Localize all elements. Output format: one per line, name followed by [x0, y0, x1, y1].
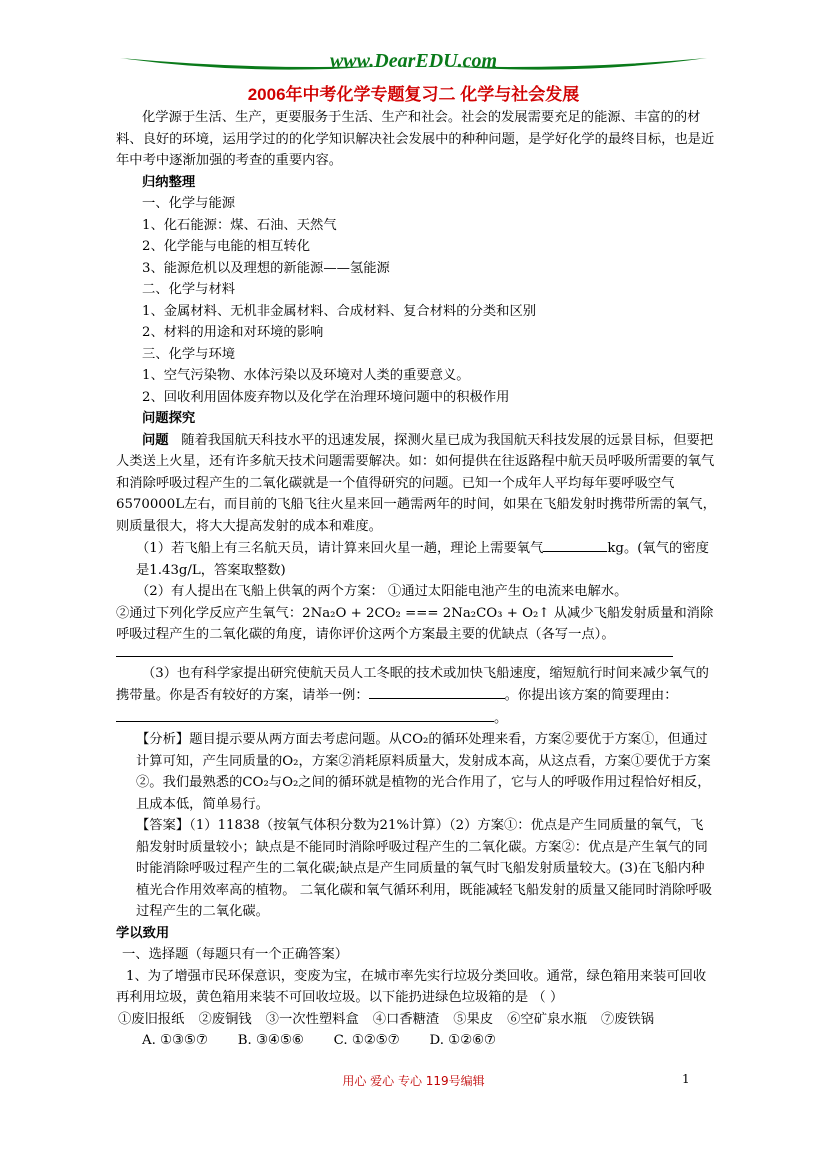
- answer-line[interactable]: [116, 646, 673, 657]
- question-3-reason: 。你提出该方案的简要理由：: [504, 688, 678, 703]
- question-2a: （2）有人提出在飞船上供氧的两个方案： ①通过太阳能电池产生的电流来电解水。: [136, 584, 628, 599]
- page-footer: 用心 爱心 专心 119号编辑: [342, 1074, 485, 1088]
- answer-paragraph: [116, 815, 716, 923]
- answer-blank[interactable]: [116, 707, 494, 722]
- option-item: ③一次性塑料盒: [265, 1011, 359, 1027]
- question-3-text: （3）也有科学家提出研究使航天员人工冬眠的技术或加快飞船速度，缩短航行时间来减少氧气的携带量。你是否有较好的方案，请举一例：: [116, 665, 709, 703]
- answer-label: 【答案】: [136, 818, 190, 833]
- answer-blank[interactable]: [369, 684, 505, 699]
- analysis-paragraph: [116, 729, 716, 815]
- option-item: ④口香糖渣: [372, 1011, 440, 1027]
- question-1-tail: kg。(氧气的密度是1.43g/L，答案取整数): [136, 541, 709, 578]
- summary-heading: 归纳整理: [142, 174, 196, 190]
- choice-b[interactable]: B. ③④⑤⑥: [237, 1033, 304, 1048]
- question-1-text: （1）若飞船上有三名航天员，请计算来回火星一趟，理论上需要氧气: [136, 541, 544, 556]
- intro-paragraph: 化学源于生活、生产，更要服务于生活、生产和社会。社会的发展需要充足的能源、丰富的的材料、良好的环境，运用学过的的化学知识解决社会发展中的种种问题，是学好化学的最终目标，也是近年中考中逐渐加强的考查的重要内容。: [116, 110, 715, 168]
- choice-d[interactable]: D. ①②⑥⑦: [429, 1033, 496, 1048]
- choice-c[interactable]: C. ①②⑤⑦: [333, 1033, 400, 1048]
- summary-item: 2、回收利用固体废弃物以及化学在治理环境问题中的积极作用: [142, 389, 510, 405]
- option-item: ⑥空矿泉水瓶: [507, 1011, 587, 1027]
- summary-item: 1、化石能源：煤、石油、天然气: [142, 217, 337, 233]
- problem-label: 问题: [142, 432, 169, 448]
- document-body: [116, 107, 716, 1052]
- site-url[interactable]: www.DearEDU.com: [329, 50, 498, 72]
- question-3: [116, 663, 716, 730]
- page-title: 2006年中考化学专题复习二 化学与社会发展: [247, 85, 580, 104]
- analysis-label: 【分析】: [136, 732, 190, 747]
- summary-item: 三、化学与环境: [142, 346, 236, 362]
- summary-item: 一、化学与能源: [142, 196, 236, 211]
- problem-paragraph: [116, 430, 716, 538]
- analysis-text: 题目提示要从两方面去考虑问题。从CO₂的循环处理来看，方案②要优于方案①，但通过计算可知，产生同质量的O₂，方案②消耗原料质量大，发射成本高，从这点看，方案①要优于方案②。我们最熟悉的CO₂与O₂之间的循环就是植物的光合作用了，它与人的呼吸作用过程恰好相反，且成本低，简单易行。: [136, 732, 711, 812]
- summary-item: 1、金属材料、无机非金属材料、合成材料、复合材料的分类和区别: [142, 303, 537, 319]
- option-item: ①废旧报纸: [118, 1011, 185, 1027]
- summary-item: 2、材料的用途和对环境的影响: [142, 325, 324, 340]
- summary-item: 二、化学与材料: [142, 282, 236, 297]
- summary-item: 2、化学能与电能的相互转化: [142, 239, 311, 254]
- option-item: ⑦废铁锅: [600, 1011, 655, 1027]
- practice-section: 一、选择题（每题只有一个正确答案）: [122, 947, 349, 962]
- question-1: [116, 537, 716, 581]
- option-item: ②废铜钱: [198, 1011, 252, 1027]
- option-item: ⑤果皮: [453, 1011, 494, 1027]
- question-2b: ②通过下列化学反应产生氧气：2Na₂O + 2CO₂ === 2Na₂CO₃ + O₂↑ 从减少飞船发射质量和消除呼吸过程产生的二氧化碳的角度，请你评价这两个方案最主要的优缺点（各写一点）。: [116, 605, 714, 642]
- summary-item: 3、能源危机以及理想的新能源——氢能源: [142, 260, 390, 276]
- problem-text: 随着我国航天科技水平的迅速发展，探测火星已成为我国航天科技发展的远景目标，但要把人类送上火星，还有许多航天技术问题需要解决。如：如何提供在往返路程中航天员呼吸所需要的氧气和消除呼吸过程产生的二氧化碳就是一个值得研究的问题。已知一个成年人平均每年要呼吸空气6570000L左右，而目前的飞船飞往火星来回一趟需两年的时间，如果在飞船发射时携带所需的氧气，则质量很大，将大大提高发射的成本和难度。: [116, 432, 716, 534]
- choice-list: [116, 1030, 716, 1052]
- summary-item: 1、空气污染物、水体污染以及环境对人类的重要意义。: [142, 368, 470, 383]
- practice-question-1: 1、为了增强市民环保意识，变废为宝，在城市率先实行垃圾分类回收。通常，绿色箱用来装可回收再利用垃圾，黄色箱用来装不可回收垃圾。以下能扔进绿色垃圾箱的是 （ ）: [116, 968, 707, 1005]
- practice-heading: 学以致用: [116, 925, 170, 941]
- answer-text: （1）11838（按氧气体积分数为21%计算）（2）方案①：优点是产生同质量的氧气，飞船发射时质量较小；缺点是不能同时消除呼吸过程产生的二氧化碳。方案②：优点是产生氧气的同时能消除呼吸过程产生的二氧化碳;缺点是产生同质量的氧气时飞船发射质量较大。(3)在飞船内种植光合作用效率高的植物。 二氧化碳和氧气循环利用，既能减轻飞船发射的质量又能同时消除呼吸过程产生的二氧化碳。: [136, 818, 712, 919]
- choice-a[interactable]: A. ①③⑤⑦: [142, 1033, 208, 1048]
- option-list: [116, 1009, 716, 1031]
- explore-heading: 问题探究: [142, 411, 196, 426]
- question-3-end: 。: [494, 710, 508, 726]
- page-number: 1: [682, 1072, 690, 1086]
- answer-blank[interactable]: [543, 537, 607, 552]
